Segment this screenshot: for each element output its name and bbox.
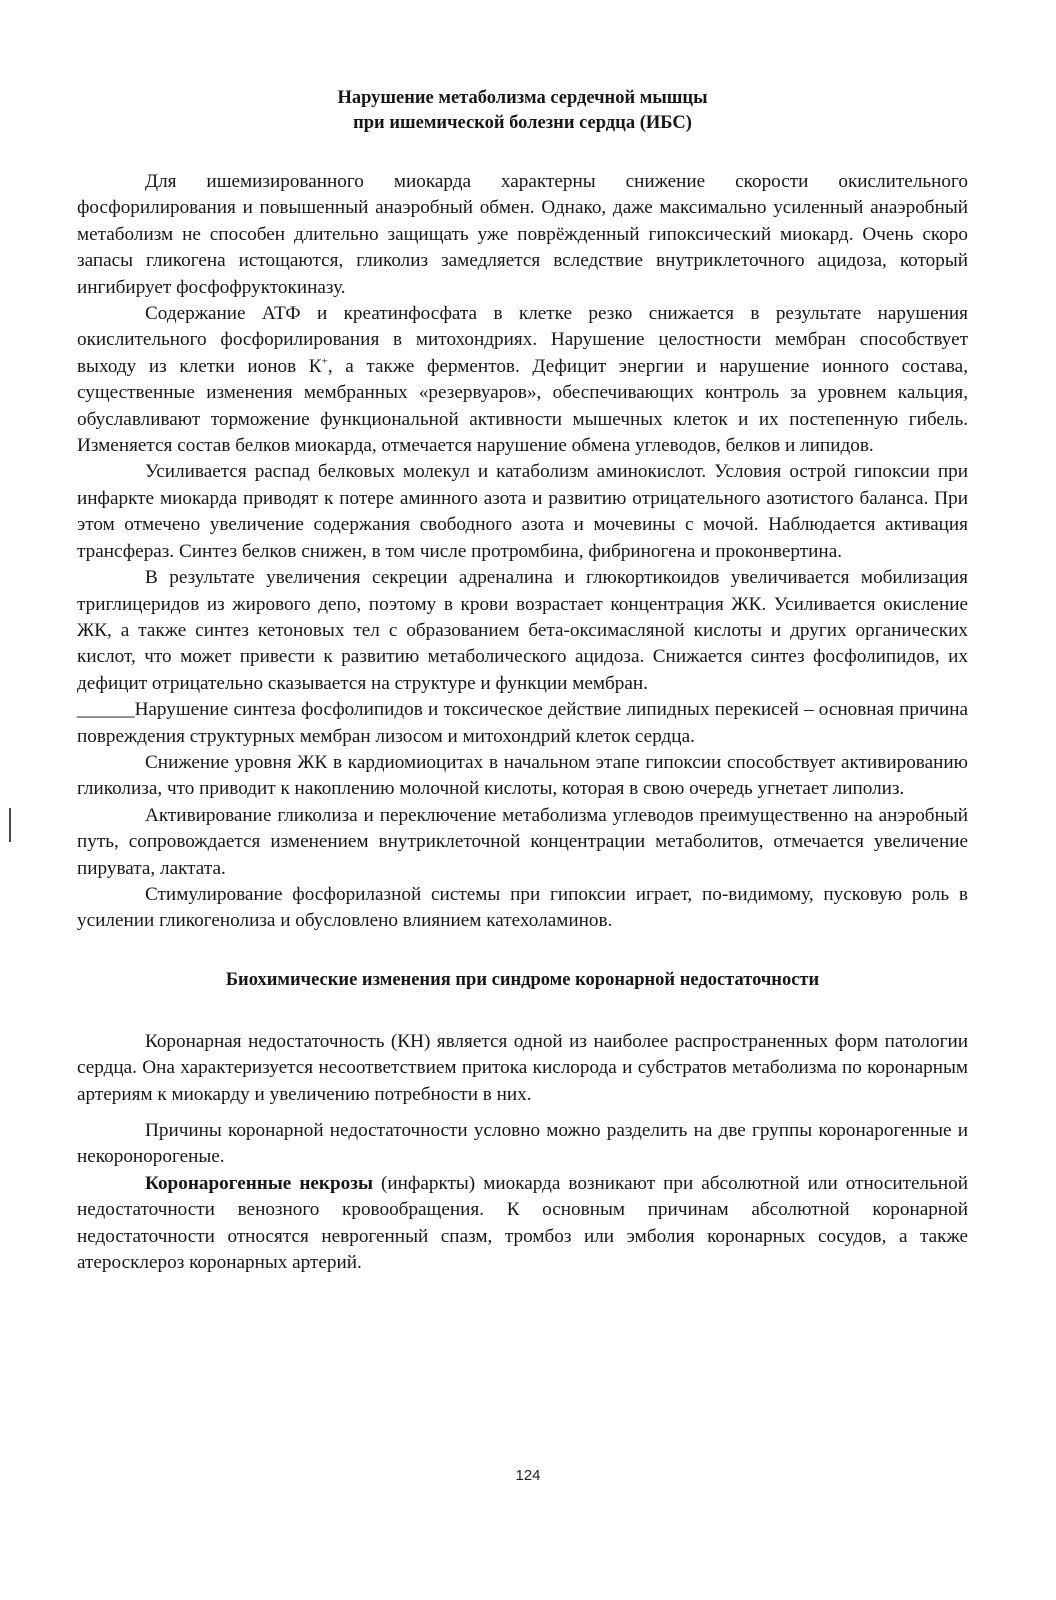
paragraph-coronary-insufficiency: Коронарная недостаточность (КН) является одной из наиболее распространенных форм патологии сердца. Она характеризуется несоответствием притока кислорода и субстратов метаболизма по коронарным артериям к миокарду и увеличению потребности в них. bbox=[77, 1030, 968, 1105]
section-heading-coronary-insufficiency: Биохимические изменения при синдроме коронарной недостаточности bbox=[225, 969, 820, 990]
paragraph-atp-text-start: Содержание АТФ и креатинфосфата в клетке резко снижается в результате нарушения окислительного фосфорилирования в митохондриях. Нарушение целостности мембран способствует выходу из клетки ионов К bbox=[77, 303, 968, 377]
title-line-1: Нарушение метаболизма сердечной мышцы bbox=[337, 88, 708, 108]
paragraph-protein-breakdown: Усиливается распад белковых молекул и катаболизм аминокислот. Условия острой гипоксии при инфаркте миокарда приводят к потере аминного азота и развитию отрицательного азотистого баланса. При этом отмечено увеличение содержания свободного азота и мочевины с мочой. Наблюдается активация трансфераз. Синтез белков снижен, в том числе протромбина, фибриногена и проконвертина. bbox=[77, 461, 968, 562]
paragraph-causes: Причины коронарной недостаточности условно можно разделить на две группы коронарогенные и некоронорогеные. bbox=[77, 1120, 968, 1168]
page-title bbox=[77, 86, 968, 136]
paragraph-ischemic-myocardium: Для ишемизированного миокарда характерны снижение скорости окислительного фосфорилирования и повышенный анаэробный обмен. Однако, даже максимально усиленный анаэробный метаболизм не способен длительно защищать уже поврёжденный гипоксический миокард. Очень скоро запасы гликогена истощаются, гликолиз замедляется вследствие внутриклеточного ацидоза, который ингибирует фосфофруктокиназу. bbox=[77, 171, 968, 298]
paragraph-glycolysis-activation: Активирование гликолиза и переключение метаболизма углеводов преимущественно на анэробный путь, сопровождается изменением внутриклеточной концентрации метаболитов, отмечается увеличение пирувата, лактата. bbox=[77, 804, 968, 879]
paragraph-phospholipid-synthesis bbox=[77, 697, 968, 750]
title-line-2: при ишемической болезни сердца (ИБС) bbox=[353, 113, 692, 133]
paragraph-atp-content bbox=[77, 301, 968, 459]
paragraph-adrenaline-secretion: В результате увеличения секреции адреналина и глюкортикоидов увеличивается мобилизация триглицеридов из жирового депо, поэтому в крови возрастает концентрация ЖК. Усиливается окисление ЖК, а также синтез кетоновых тел с образованием бета-оксимасляной кислоты и других органических кислот, что может привести к развитию метаболического ацидоза. Снижается синтез фосфолипидов, их дефицит отрицательно сказывается на структуре и функции мембран. bbox=[77, 567, 968, 694]
document-page bbox=[77, 86, 968, 1276]
bold-term-coronarogenic-necrosis: Коронарогенные некрозы bbox=[145, 1172, 373, 1194]
paragraph-phosphorylase-system: Стимулирование фосфорилазной системы при гипоксии играет, по-видимому, пусковую роль в усилении гликогенолиза и обусловлено влиянием катехоламинов. bbox=[77, 883, 968, 932]
page-number: 124 bbox=[515, 1467, 541, 1484]
potassium-charge-superscript: + bbox=[321, 355, 328, 368]
paragraph-phospholipid-text: Нарушение синтеза фосфолипидов и токсическое действие липидных перекисей – основная причина повреждения структурных мембран лизосом и митохондрий клеток сердца. bbox=[77, 699, 968, 747]
blank-line: ______ bbox=[77, 699, 135, 721]
paragraph-atp-text-end: , а также ферментов. Дефицит энергии и нарушение ионного состава, существенные изменения мембранных «резервуаров», обеспечивающих контроль за уровнем кальция, обуславливают торможение функциональной активности мышечных клеток и их постепенную гибель. Изменяется состав белков миокарда, отмечается нарушение обмена углеводов, белков и липидов. bbox=[77, 355, 968, 457]
margin-scan-mark bbox=[9, 808, 11, 842]
paragraph-fatty-acid-level: Снижение уровня ЖК в кардиомиоцитах в начальном этапе гипоксии способствует активированию гликолиза, что приводит к накоплению молочной кислоты, которая в свою очередь угнетает липолиз. bbox=[77, 751, 968, 800]
paragraph-coronarogenic-necrosis bbox=[77, 1171, 968, 1277]
paragraph-necrosis-text: (инфаркты) миокарда возникают при абсолютной или относительной недостаточности венозного кровообращения. К основным причинам абсолютной коронарной недостаточности относятся неврогенный спазм, тромбоз или эмболия коронарных сосудов, а также атеросклероз коронарных артерий. bbox=[77, 1172, 968, 1274]
